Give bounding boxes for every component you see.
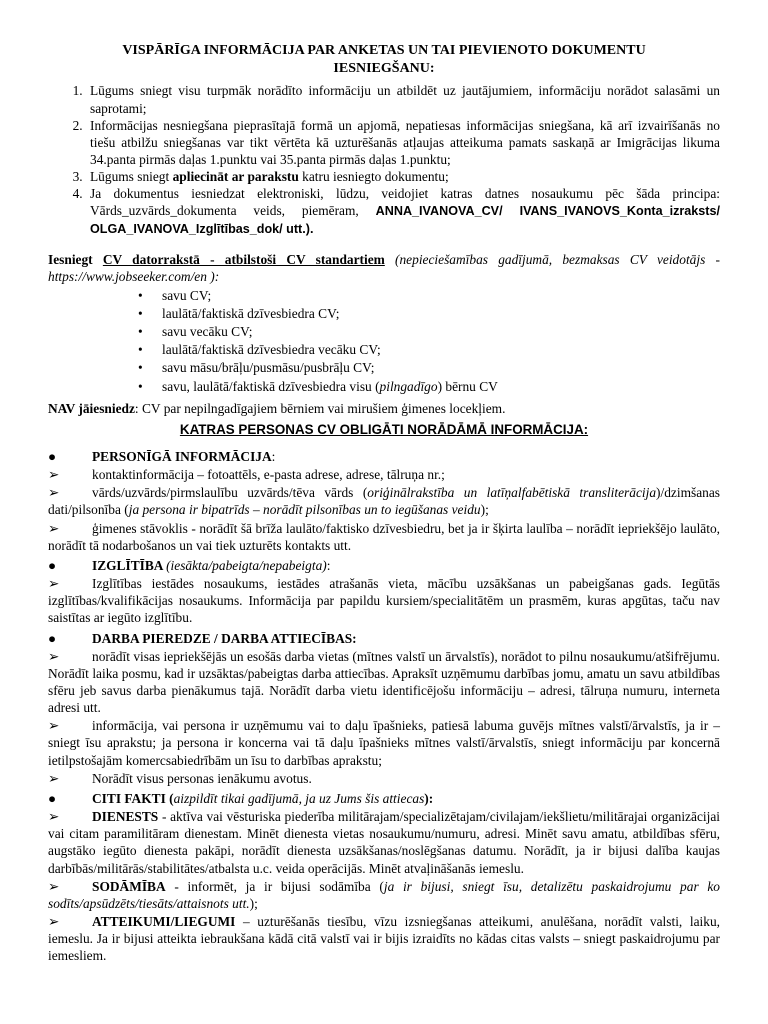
arrow-icon: ➢ <box>48 485 60 501</box>
cv-list-item: • savu vecāku CV; <box>138 323 720 341</box>
cv-list-item: • savu māsu/brāļu/pusmāsu/pusbrāļu CV; <box>138 359 720 377</box>
rule-item: 2. Informācijas nesniegšana pieprasītajā formā un apjomā, nepatiesas informācijas sniegšana, kā arī izvairīšanās no tiešu atbilžu sniegšanas var tikt vērtēta kā uzturēšanās atļaujas atteikuma pamats saskaņā ar Imigrācijas likuma 34.panta pirmās daļas 1.punktu vai 35.panta pirmās daļas 1.punktu; <box>86 117 720 168</box>
document-title: VISPĀRĪGA INFORMĀCIJA PAR ANKETAS UN TAI PIEVIENOTO DOKUMENTU IESNIEGŠANU: <box>122 43 646 77</box>
arrow-icon: ➢ <box>48 770 60 786</box>
arrow-icon: ➢ <box>48 467 60 483</box>
bullet-icon: ● <box>48 448 57 464</box>
list-item: ➢ ATTEIKUMI/LIEGUMI – uzturēšanās tiesību, vīzu izsniegšanas atteikumi, anulēšana, norādīt valsti, laiku, iemeslu. Ja ir bijusi atteikta iebraukšana kādā citā valstī vai ir bijis izraidīts no kādas citas valsts – sniegt paskaidrojumu par iemesliem. <box>48 914 720 964</box>
rule-item: 3. Lūgums sniegt apliecināt ar parakstu katru iesniegto dokumentu; <box>86 168 720 185</box>
list-item: ➢ kontaktinformācija – fotoattēls, e-pasta adrese, adrese, tālruņa nr.; <box>48 467 445 483</box>
arrow-icon: ➢ <box>48 520 60 536</box>
arrow-icon: ➢ <box>48 914 60 930</box>
list-item: ➢ Izglītības iestādes nosaukums, iestādes atrašanās vieta, mācību uzsākšanas un pabeigšanas gads. Iegūtās izglītības/kvalifikācijas nosaukums. Informācija par papildu kursiem/specialitātēm un prasmēm, kuras apgūtas, taču nav saistītas ar iegūto izglītību. <box>48 576 720 626</box>
arrow-icon: ➢ <box>48 718 60 734</box>
filename-examples: ANNA_IVANOVA_CV/ IVANS_IVANOVS_Konta_izraksts/ OLGA_IVANOVA_Izglītības_dok/ utt.). <box>90 204 720 236</box>
bullet-icon: ● <box>48 790 57 806</box>
list-item: ➢ Norādīt visus personas ienākumu avotus. <box>48 770 312 786</box>
cv-list-item: • savu CV; <box>138 287 720 305</box>
rules-list <box>48 82 720 236</box>
arrow-icon: ➢ <box>48 878 60 894</box>
cv-list <box>48 287 720 396</box>
arrow-icon: ➢ <box>48 648 60 664</box>
arrow-icon: ➢ <box>48 809 60 825</box>
bullet-icon: ● <box>48 557 57 573</box>
section-other: ● CITI FAKTI (aizpildīt tikai gadījumā, ja uz Jums šis attiecas): <box>48 790 434 806</box>
section-work: ● DARBA PIEREDZE / DARBA ATTIECĪBAS: <box>48 630 357 646</box>
cv-requirement: CV datorrakstā - atbilstoši CV standartiem <box>102 251 385 267</box>
list-item: ➢ vārds/uzvārds/pirmslaulību uzvārds/tēva vārds (oriģinālrakstība un latīņalfabētiskā transliterācija)/dzimšanas dati/pilsonība (ja persona ir bipatrīds – norādīt pilsonības un to iegūšanas veidu); <box>48 485 720 518</box>
section-personal: ● PERSONĪGĀ INFORMĀCIJA: <box>48 448 276 464</box>
rule-item: 4. Ja dokumentus iesniedzat elektroniski, lūdzu, veidojiet katras datnes nosaukumu pēc šāda principa: Vārds_uzvārds_dokumenta veids, piemēram, ANNA_IVANOVA_CV/ IVANS_IVANOVS_Konta_izraksts/ OLGA_IVANOVA_Izglītības_dok/ utt.). <box>86 185 720 236</box>
arrow-icon: ➢ <box>48 576 60 592</box>
list-item: ➢ DIENESTS - aktīva vai vēsturiska piederība militārajam/specializētajam/civilajam/iekšlietu/militārajai organizācijai vai citam paramilitāram dienestam. Minēt dienesta vietas nosaukumu/numuru, adresi. Minēt savu amatu, atbildības sfēru, augstāko iegūto dienesta pakāpi, norādīt dienesta uzsākšanas/noslēgšanas datumu. Norādīt, ja ir bijusi dalība kaujas darbībās/militārās/stabilitātes/atbalsta u.c. veida operācijās. Minēt atvaļināšanās iemeslu. <box>48 809 720 876</box>
section-education: ● IZGLĪTĪBA (iesākta/pabeigta/nepabeigta): <box>48 557 331 573</box>
cv-list-item: • laulātā/faktiskā dzīvesbiedra vecāku CV; <box>138 341 720 359</box>
rule-emphasis: apliecināt ar parakstu <box>172 169 299 185</box>
cv-list-item: • savu, laulātā/faktiskā dzīvesbiedra visu (pilngadīgo) bērnu CV <box>138 378 720 396</box>
cv-list-item: • laulātā/faktiskā dzīvesbiedra CV; <box>138 305 720 323</box>
list-item: ➢ SODĀMĪBA - informēt, ja ir bijusi sodāmība (ja ir bijusi, sniegt īsu, detalizētu paskaidrojumu par ko sodīts/apsūdzēts/tiesāts/attaisnots utt.); <box>48 878 720 911</box>
cv-note: (nepieciešamības gadījumā, bezmaksas CV veidotājs - https://www.jobseeker.com/en ): <box>48 251 720 284</box>
bullet-icon: ● <box>48 630 57 646</box>
list-item: ➢ ģimenes stāvoklis - norādīt šā brīža laulāto/faktisko dzīvesbiedru, bet ja ir šķirta laulība – norādīt iepriekšējo laulāto, norādīt tā nodarbošanos un vai tiek uzturēts kontakts utt. <box>48 520 720 553</box>
required-info-title: KATRAS PERSONAS CV OBLIGĀTI NORĀDĀMĀ INFORMĀCIJA: <box>179 421 589 437</box>
cv-intro: Iesniegt CV datorrakstā - atbilstoši CV standartiem (nepieciešamības gadījumā, bezmaksas CV veidotājs - https://www.jobseeker.com/en ): <box>48 251 720 284</box>
not-required-note: NAV jāiesniedz: CV par nepilngadīgajiem bērniem vai mirušiem ģimenes locekļiem. <box>48 400 506 416</box>
rule-item: 1. Lūgums sniegt visu turpmāk norādīto informāciju un atbildēt uz jautājumiem, informāciju norādot salasāmi un saprotami; <box>86 82 720 116</box>
list-item: ➢ informācija, vai persona ir uzņēmumu vai to daļu īpašnieks, patiesā labuma guvējs mītnes valstī/ārvalstīs, ja ir – sniegt īsu aprakstu; ja persona ir koncerna vai tā daļu īpašnieks mītnes valstī/ārvalstīs, sniegt informāciju par koncernā ietilpstošajām komercsabiedrībām un īsu to darbības aprakstu; <box>48 718 720 768</box>
list-item: ➢ norādīt visas iepriekšējās un esošās darba vietas (mītnes valstī un ārvalstīs), norādot to pilnu nosaukumu/atšifrējumu. Norādīt laika posmu, kad ir uzsāktas/pabeigtas darba attiecības. Apraksīt uzņēmumu darbības jomu, amatu un savu atbildības sfēru jeb savus darba pienākumus tajā. Norādīt darba vietu identificējošu informāciju – adresi, tālruņa numuru, interneta adresi utt. <box>48 648 720 716</box>
